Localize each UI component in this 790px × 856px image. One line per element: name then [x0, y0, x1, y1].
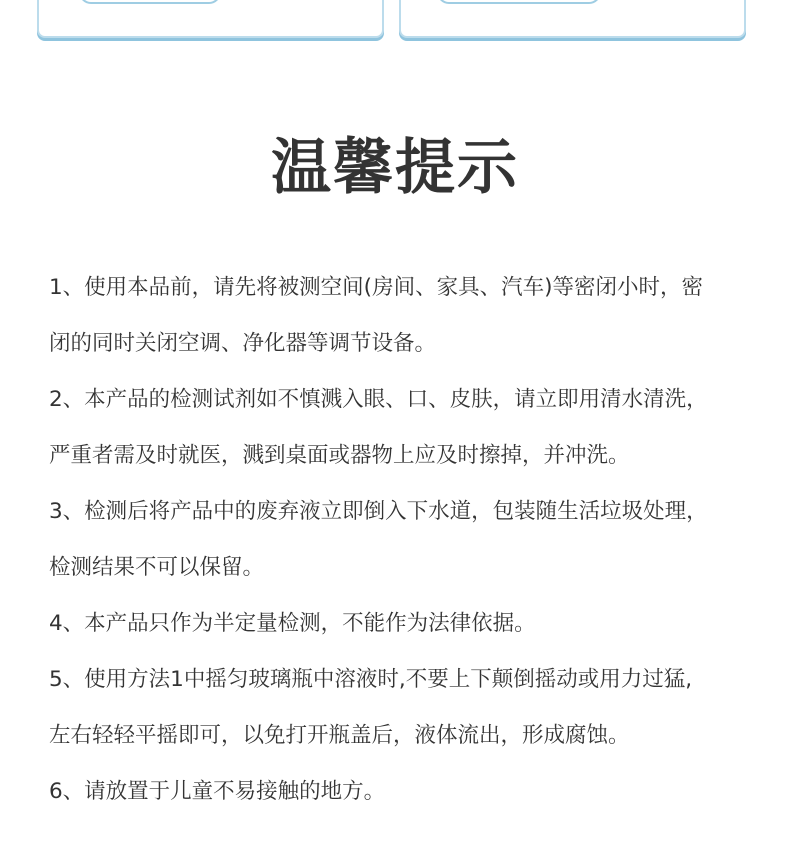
notice-line: 4、本产品只作为半定量检测，不能作为法律依据。: [49, 611, 536, 636]
notice-line: 6、请放置于儿童不易接触的地方。: [49, 779, 386, 804]
notice-line: 左右轻轻平摇即可，以免打开瓶盖后，液体流出，形成腐蚀。: [49, 723, 630, 748]
notice-line: 严重者需及时就医，溅到桌面或器物上应及时擦掉，并冲洗。: [49, 443, 630, 468]
notice-line: 3、检测后将产品中的废弃液立即倒入下水道，包装随生活垃圾处理，: [49, 499, 708, 524]
notice-text: [49, 260, 769, 820]
page-title: 温馨提示: [271, 133, 519, 203]
notice-line: 闭的同时关闭空调、净化器等调节设备。: [49, 331, 437, 356]
info-card-right: [399, 0, 746, 38]
info-card-left: [37, 0, 384, 38]
notice-line: 5、使用方法1中摇匀玻璃瓶中溶液时,不要上下颠倒摇动或用力过猛,: [49, 667, 693, 692]
notice-line: 2、本产品的检测试剂如不慎溅入眼、口、皮肤，请立即用清水清洗，: [49, 387, 708, 412]
card-label-pill: [79, 0, 221, 4]
card-label-pill: [437, 0, 601, 4]
notice-line: 检测结果不可以保留。: [49, 555, 265, 580]
notice-line: 1、使用本品前，请先将被测空间(房间、家具、汽车)等密闭小时，密: [49, 275, 703, 300]
